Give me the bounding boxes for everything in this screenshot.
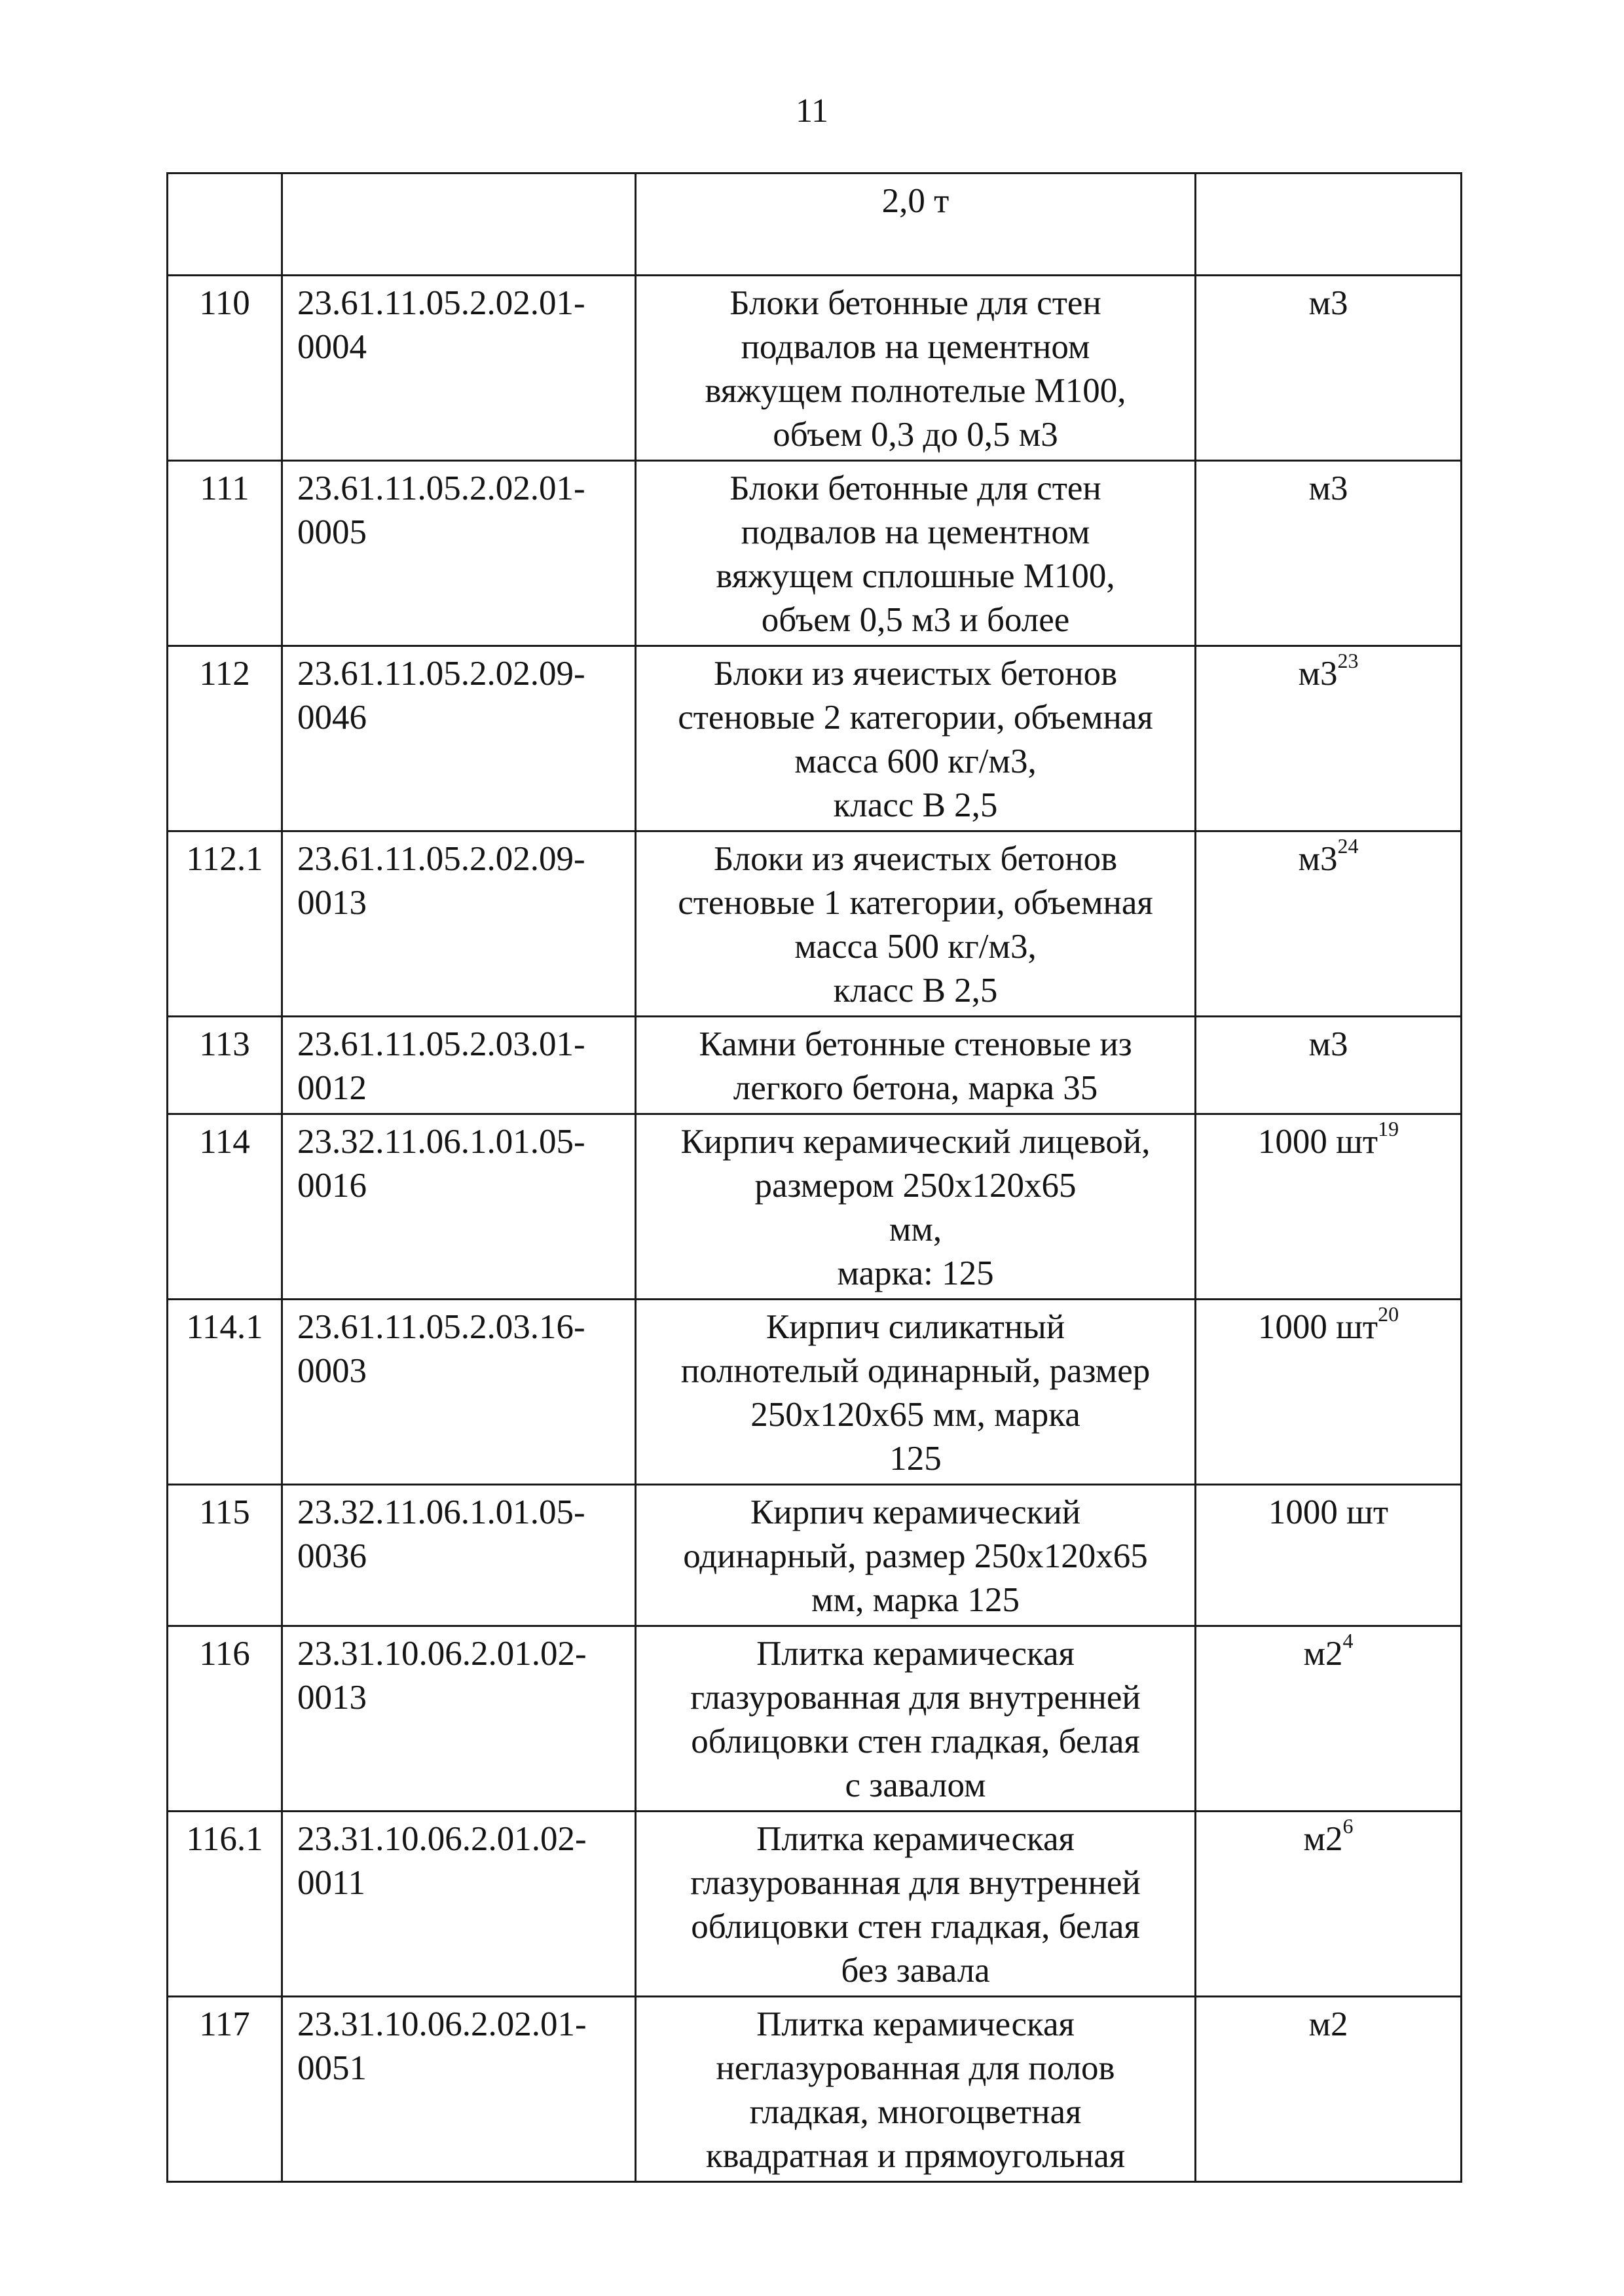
table-row (168, 646, 1462, 831)
name-line: 125 (889, 1440, 942, 1478)
cell-number: 112 (168, 646, 282, 831)
name-line: объем 0,3 до 0,5 м3 (773, 416, 1058, 454)
name-line: гладкая, многоцветная (749, 2093, 1082, 2131)
table-row (168, 1017, 1462, 1114)
unit-label: м2 (1303, 1820, 1343, 1858)
name-line: подвалов на цементном (741, 328, 1090, 366)
code-line: 23.32.11.06.1.01.05- (297, 1123, 585, 1161)
cell-unit (1196, 1017, 1462, 1114)
cell-name (636, 1300, 1196, 1485)
cell-number: 111 (168, 461, 282, 646)
footnote-ref: 6 (1342, 1814, 1354, 1838)
cell-unit (1196, 1812, 1462, 1997)
cell-unit (1196, 1997, 1462, 2182)
cell-unit (1196, 1300, 1462, 1485)
table-row (168, 276, 1462, 461)
code-line: 23.61.11.05.2.03.01- (297, 1025, 585, 1063)
name-line: легкого бетона, марка 35 (733, 1069, 1098, 1107)
code-line: 0051 (297, 2049, 367, 2087)
cell-number (168, 173, 282, 276)
unit-label: м3 (1308, 1025, 1348, 1063)
code-line: 0011 (297, 1864, 366, 1902)
table-row (168, 173, 1462, 276)
name-line: Блоки бетонные для стен (729, 284, 1101, 322)
unit-label: 1000 шт (1268, 1493, 1389, 1531)
cell-code (282, 1997, 636, 2182)
code-line: 23.31.10.06.2.01.02- (297, 1635, 587, 1673)
table-row (168, 1626, 1462, 1812)
cell-number: 113 (168, 1017, 282, 1114)
name-line: масса 500 кг/м3, (794, 928, 1037, 966)
code-line: 0046 (297, 699, 367, 737)
table-row (168, 1812, 1462, 1997)
code-line: 23.31.10.06.2.02.01- (297, 2005, 587, 2043)
code-line: 0013 (297, 1679, 367, 1717)
cell-code (282, 646, 636, 831)
cell-code (282, 1300, 636, 1485)
table-row (168, 1997, 1462, 2182)
code-line: 23.61.11.05.2.02.01- (297, 284, 585, 322)
page-number: 11 (795, 92, 829, 130)
code-line: 0003 (297, 1352, 367, 1390)
name-line: Блоки из ячеистых бетонов (713, 655, 1118, 693)
code-line: 0036 (297, 1537, 367, 1575)
unit-label: м3 (1298, 840, 1338, 878)
cell-code (282, 173, 636, 276)
cell-name (636, 1017, 1196, 1114)
cell-unit (1196, 461, 1462, 646)
code-line: 0016 (297, 1167, 367, 1205)
code-line: 23.61.11.05.2.02.09- (297, 840, 585, 878)
name-line: глазурованная для внутренней (690, 1679, 1141, 1717)
cell-unit (1196, 1114, 1462, 1300)
cell-unit (1196, 1626, 1462, 1812)
name-line: 2,0 т (881, 182, 950, 220)
code-line: 0005 (297, 513, 367, 551)
code-line: 23.32.11.06.1.01.05- (297, 1493, 585, 1531)
cell-name (636, 831, 1196, 1017)
name-line: вяжущем сплошные М100, (716, 557, 1115, 595)
name-line: квадратная и прямоугольная (705, 2137, 1126, 2175)
cell-name (636, 276, 1196, 461)
name-line: Кирпич силикатный (766, 1308, 1065, 1346)
name-line: Блоки из ячеистых бетонов (713, 840, 1118, 878)
cell-unit (1196, 276, 1462, 461)
footnote-ref: 20 (1378, 1302, 1399, 1326)
table-row (168, 1485, 1462, 1626)
cell-number: 115 (168, 1485, 282, 1626)
name-line: облицовки стен гладкая, белая (691, 1908, 1140, 1946)
cell-name (636, 461, 1196, 646)
cell-number: 116 (168, 1626, 282, 1812)
name-line: объем 0,5 м3 и более (761, 601, 1070, 639)
cell-number: 116.1 (168, 1812, 282, 1997)
name-line: Плитка керамическая (756, 1820, 1075, 1858)
cell-code (282, 1626, 636, 1812)
name-line: полнотелый одинарный, размер (680, 1352, 1151, 1390)
cell-name (636, 646, 1196, 831)
name-line: облицовки стен гладкая, белая (691, 1722, 1140, 1760)
cell-number: 114 (168, 1114, 282, 1300)
cell-unit (1196, 1485, 1462, 1626)
footnote-ref: 24 (1337, 834, 1359, 858)
cell-code (282, 1114, 636, 1300)
unit-label: м3 (1308, 469, 1348, 507)
name-line: Кирпич керамический лицевой, (680, 1123, 1151, 1161)
code-line: 23.61.11.05.2.02.01- (297, 469, 585, 507)
code-line: 0013 (297, 884, 367, 922)
name-line: с завалом (845, 1766, 986, 1804)
name-line: без завала (841, 1952, 990, 1990)
footnote-ref: 19 (1378, 1117, 1399, 1140)
name-line: стеновые 1 категории, объемная (678, 884, 1153, 922)
name-line: Плитка керамическая (756, 1635, 1075, 1673)
cell-code (282, 1812, 636, 1997)
cell-unit (1196, 831, 1462, 1017)
table-row (168, 831, 1462, 1017)
name-line: марка: 125 (837, 1254, 994, 1292)
unit-label: м3 (1308, 284, 1348, 322)
cell-unit (1196, 173, 1462, 276)
name-line: мм, марка 125 (811, 1581, 1020, 1619)
cell-name (636, 1997, 1196, 2182)
unit-label: м3 (1298, 655, 1338, 693)
cell-code (282, 461, 636, 646)
materials-table (166, 172, 1462, 2183)
name-line: подвалов на цементном (741, 513, 1090, 551)
unit-label: 1000 шт (1257, 1123, 1378, 1161)
cell-number: 114.1 (168, 1300, 282, 1485)
cell-code (282, 1485, 636, 1626)
cell-name (636, 1485, 1196, 1626)
table-row (168, 1114, 1462, 1300)
code-line: 23.31.10.06.2.01.02- (297, 1820, 587, 1858)
code-line: 23.61.11.05.2.03.16- (297, 1308, 585, 1346)
name-line: класс В 2,5 (833, 786, 998, 824)
name-line: Плитка керамическая (756, 2005, 1075, 2043)
cell-number: 110 (168, 276, 282, 461)
unit-label: м2 (1308, 2005, 1348, 2043)
materials-table-body (168, 173, 1462, 2182)
table-row (168, 461, 1462, 646)
unit-label: м2 (1303, 1635, 1343, 1673)
name-line: одинарный, размер 250х120х65 (683, 1537, 1148, 1575)
unit-label: 1000 шт (1257, 1308, 1378, 1346)
cell-code (282, 831, 636, 1017)
name-line: масса 600 кг/м3, (794, 742, 1037, 780)
code-line: 0012 (297, 1069, 367, 1107)
name-line: стеновые 2 категории, объемная (678, 699, 1153, 737)
name-line: неглазурованная для полов (716, 2049, 1115, 2087)
cell-unit (1196, 646, 1462, 831)
name-line: глазурованная для внутренней (690, 1864, 1141, 1902)
name-line: класс В 2,5 (833, 972, 998, 1010)
cell-name (636, 1626, 1196, 1812)
name-line: размером 250х120х65 (754, 1167, 1077, 1205)
name-line: 250х120х65 мм, марка (750, 1396, 1080, 1434)
footnote-ref: 4 (1342, 1629, 1354, 1652)
table-row (168, 1300, 1462, 1485)
cell-name (636, 173, 1196, 276)
code-line: 0004 (297, 328, 367, 366)
footnote-ref: 23 (1337, 649, 1359, 672)
name-line: вяжущем полнотелые М100, (705, 372, 1126, 410)
cell-code (282, 1017, 636, 1114)
cell-name (636, 1114, 1196, 1300)
name-line: Кирпич керамический (750, 1493, 1081, 1531)
cell-number: 112.1 (168, 831, 282, 1017)
cell-number: 117 (168, 1997, 282, 2182)
name-line: Камни бетонные стеновые из (699, 1025, 1132, 1063)
code-line: 23.61.11.05.2.02.09- (297, 655, 585, 693)
cell-name (636, 1812, 1196, 1997)
name-line: мм, (889, 1211, 942, 1248)
cell-code (282, 276, 636, 461)
name-line: Блоки бетонные для стен (729, 469, 1101, 507)
